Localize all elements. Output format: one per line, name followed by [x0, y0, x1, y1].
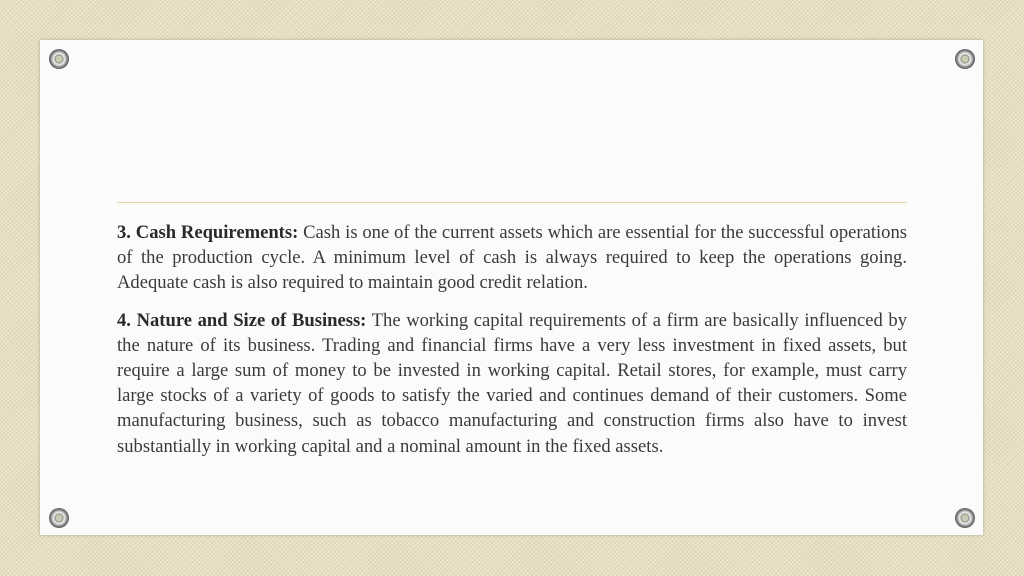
paragraph-text: The working capital requirements of a firm are basically influenced by the nature of its business. Trading and financial firms have a very less investment in fixed assets, but require a large sum of money to be invested in working capital. Retail stores, for example, must carry large stocks of a variety of goods to satisfy the varied and continues demand of their customers. Some manufacturing business, such as tobacco manufacturing and construction firms also have to invest substantially in working capital and a nominal amount in the fixed assets.	[117, 309, 908, 457]
paragraph-nature-size-business	[117, 308, 907, 459]
paragraph-heading: 3. Cash Requirements:	[117, 222, 299, 243]
slide-body	[117, 220, 907, 471]
paragraph-heading: 4. Nature and Size of Business:	[117, 309, 367, 331]
title-divider	[117, 202, 907, 203]
rivet-icon	[955, 49, 975, 69]
rivet-icon	[955, 508, 975, 528]
paragraph-cash-requirements	[117, 220, 907, 296]
rivet-icon	[49, 508, 69, 528]
paragraph-text: Cash is one of the current assets which are essential for the successful operations of the production cycle. A minimum level of cash is always required to keep the operations going. Adequate cash is also required to maintain good credit relation.	[117, 222, 907, 294]
rivet-icon	[49, 49, 69, 69]
